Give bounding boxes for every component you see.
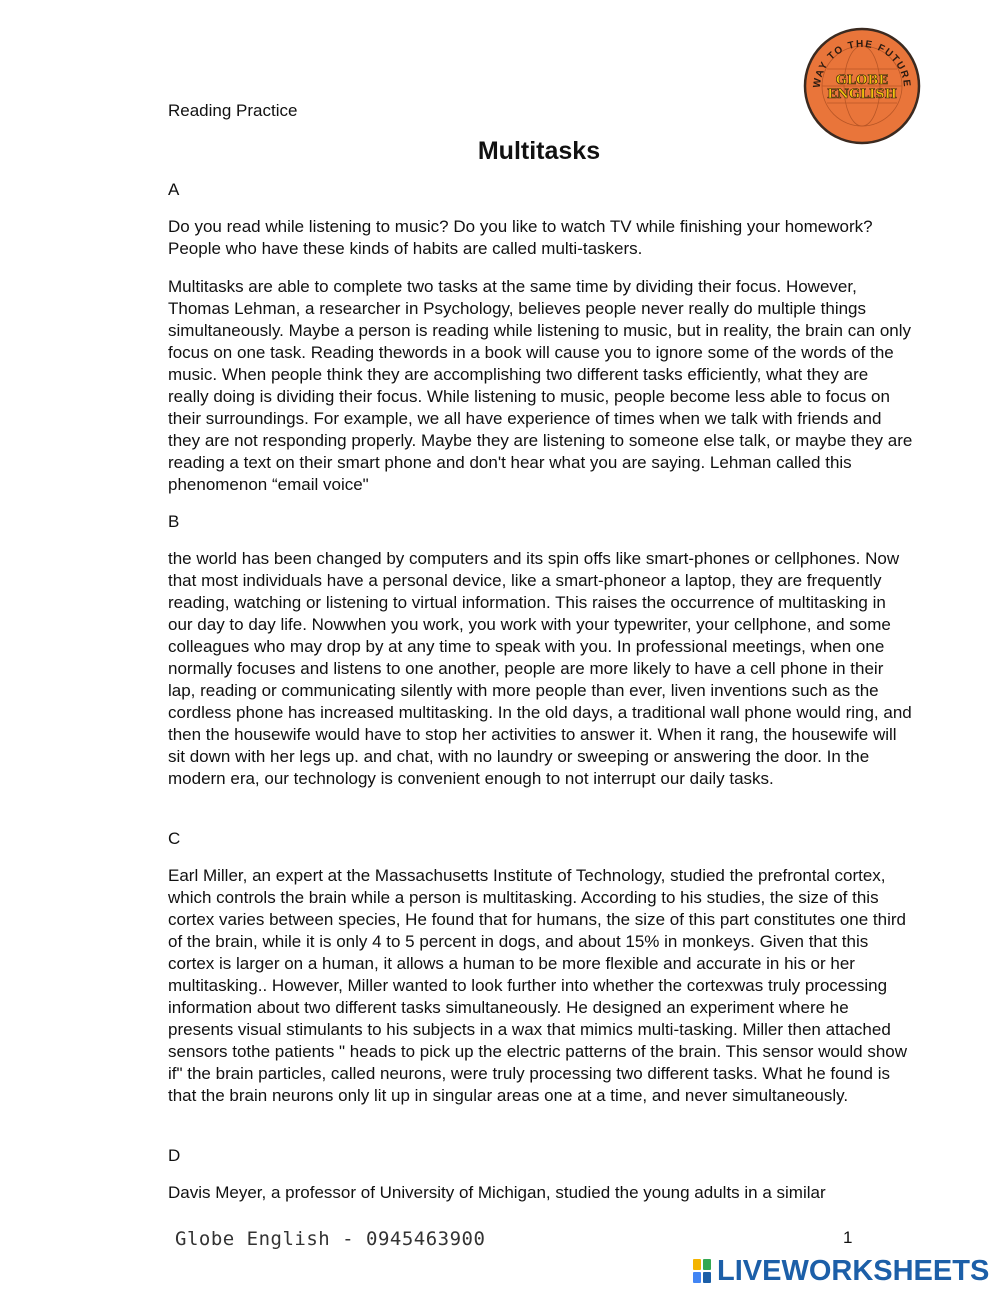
- footer-contact: Globe English - 0945463900: [175, 1228, 486, 1250]
- section-letter-a: A: [168, 180, 180, 199]
- globe-english-logo: [803, 27, 921, 145]
- section-letter-d: D: [168, 1146, 181, 1165]
- logo-line1: GLOBE: [835, 73, 889, 88]
- paragraph-c1: Earl Miller, an expert at the Massachusetts Institute of Technology, studied the prefrontal cortex, which controls the brain while a person is multitasking. According to his studies, the size of this cortex varies between species, He found that for humans, the size of this part constitutes one third of the brain, while it is only 4 to 5 percent in dogs, and about 15% in monkeys. Given that this cortex is larger on a human, it allows a human to be more flexible and accurate in his or her multitasking.. However, Miller wanted to look further into whether the cortexwas truly processing information about two different tasks simultaneously. He designed an experiment where he presents visual stimulants to his subjects in a wax that mimics multi-tasking. Miller then attached sensors tothe patients " heads to pick up the electric patterns of the brain. This sensor would show if" the brain particles, called neurons, were truly processing two different tasks. What he found is that the brain neurons only lit up in singular areas one at a time, and never simultaneously.: [168, 866, 908, 1105]
- paragraph-a1: Do you read while listening to music? Do you like to watch TV while finishing your homework? People who have these kinds of habits are called multi-taskers.: [168, 217, 873, 258]
- paragraph-b1: the world has been changed by computers and its spin offs like smart-phones or cellphones. Now that most individuals have a personal device, like a smart-phoneor a laptop, they are frequently reading, watching or listening to virtual information. This raises the occurrence of multitasking in our day to day life. Nowwhen you work, you work with your typewriter, your cellphone, and some colleagues who may drop by at any time to speak with you. In professional meetings, when one normally focuses and listens to one another, people are more likely to have a cell phone in their lap, reading or communicating silently with more people than ever, liven inventions such as the cordless phone has increased multitasking. In the old days, a traditional wall phone would ring, and then the housewife would have to stop her activities to answer it. When it rang, the housewife will sit down with her legs up. and chat, with no laundry or sweeping or answering the door. In the modern era, our technology is convenient enough to not interrupt our daily tasks.: [168, 549, 912, 788]
- header-label: Reading Practice: [168, 101, 298, 120]
- section-letter-c: C: [168, 829, 181, 848]
- paragraph-a2: Multitasks are able to complete two tasks at the same time by dividing their focus. However, Thomas Lehman, a researcher in Psychology, believes people never really do multiple things simultaneously. Maybe a person is reading while listening to music, but in reality, the brain can only focus on one task. Reading thewords in a book will cause you to ignore some of the words of the music. When people think they are accomplishing two different tasks efficiently, what they are really doing is dividing their focus. While listening to music, people become less able to focus on their surroundings. For example, we all have experience of times when we talk with friends and they are not responding properly. Maybe they are listening to someone else talk, or maybe they are reading a text on their smart phone and don't hear what you are saying. Lehman called this phenomenon “email voice": [168, 277, 913, 494]
- section-letter-b: B: [168, 512, 180, 531]
- logo-line2: ENGLISH: [827, 87, 897, 102]
- paragraph-d1: Davis Meyer, a professor of University of Michigan, studied the young adults in a similar: [168, 1183, 826, 1202]
- liveworksheets-icon: [693, 1259, 711, 1283]
- liveworksheets-brand[interactable]: [693, 1255, 989, 1287]
- logo-top-text: WAY TO THE FUTURE: [811, 38, 913, 89]
- liveworksheets-logo-text: LIVEWORKSHEETS: [717, 1254, 990, 1287]
- page-number: 1: [843, 1228, 853, 1247]
- page-title: Multitasks: [477, 137, 601, 165]
